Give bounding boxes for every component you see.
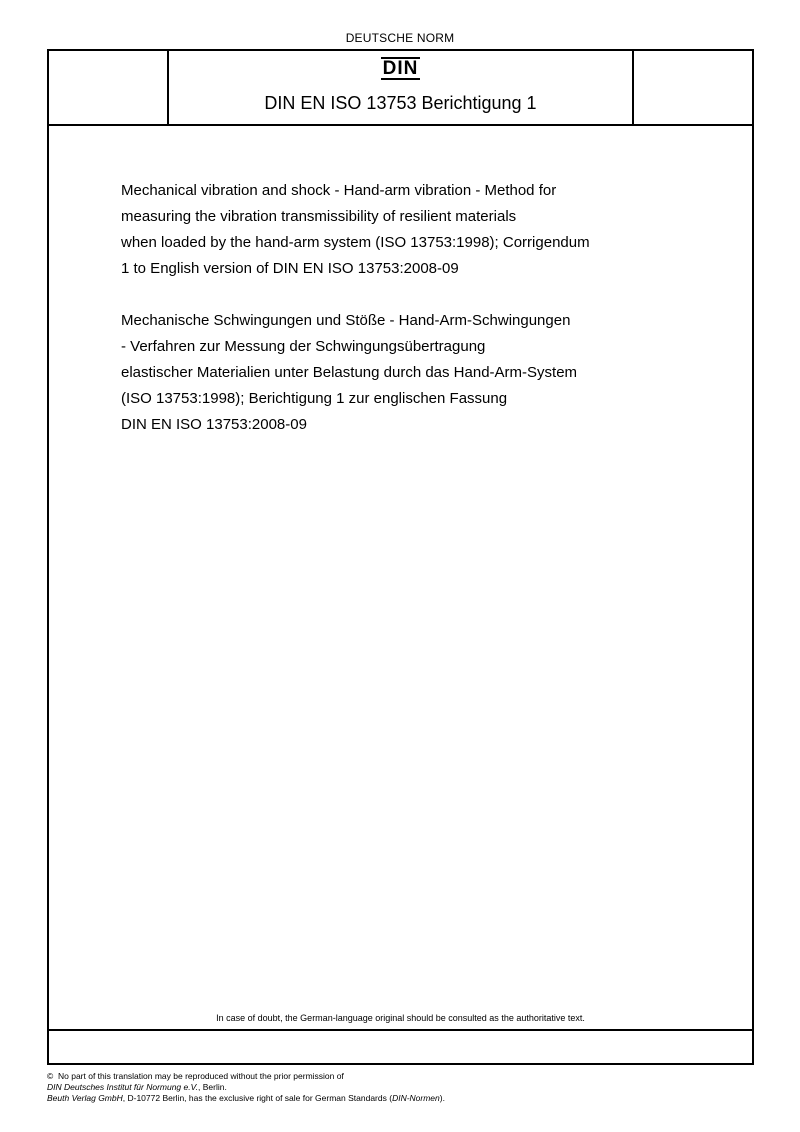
document-number: DIN EN ISO 13753 Berichtigung 1 xyxy=(264,93,537,113)
copyright-notice xyxy=(47,1071,445,1104)
standard-type-label: DEUTSCHE NORM xyxy=(345,31,455,45)
din-logo-text: DIN xyxy=(382,58,419,79)
header-row xyxy=(49,51,752,126)
copyright-org-suffix: , Berlin. xyxy=(198,1082,227,1092)
header-right-cell xyxy=(632,51,752,124)
copyright-din-normen: DIN-Normen xyxy=(392,1093,440,1103)
copyright-text-3-end: ). xyxy=(439,1093,445,1103)
copyright-line-1 xyxy=(47,1071,445,1082)
header-center-cell xyxy=(169,51,632,124)
copyright-line-3 xyxy=(47,1093,445,1104)
din-logo xyxy=(169,57,632,80)
authoritative-text-note: In case of doubt, the German-language original should be consulted as the authoritative text. xyxy=(216,1013,585,1023)
copyright-text-3: , D-10772 Berlin, has the exclusive right of sale for German Standards ( xyxy=(122,1093,393,1103)
title-block xyxy=(121,178,701,438)
copyright-organization: DIN Deutsches Institut für Normung e.V. xyxy=(47,1082,199,1092)
english-title: Mechanical vibration and shock - Hand-arm vibration - Method for measuring the vibration transmissibility of resilient materials when loaded by the hand-arm system (ISO 13753:1998); Corrigendum 1 to English version of DIN EN ISO 13753:2008-09 xyxy=(121,182,590,277)
document-frame xyxy=(47,49,754,1065)
header-left-cell xyxy=(49,51,169,124)
copyright-symbol: © xyxy=(47,1071,54,1081)
german-title: Mechanische Schwingungen und Stöße - Hand-Arm-Schwingungen - Verfahren zur Messung der Schwingungsübertragung elastischer Materialien unter Belastung durch das Hand-Arm-System (ISO 13753:1998); Berichtigung 1 zur englischen Fassung DIN EN ISO 13753:2008-09 xyxy=(121,312,578,433)
copyright-publisher: Beuth Verlag GmbH xyxy=(47,1093,123,1103)
copyright-text-1: No part of this translation may be reproduced without the prior permission of xyxy=(58,1071,344,1081)
footer-divider xyxy=(49,1029,752,1031)
copyright-line-2 xyxy=(47,1082,445,1093)
